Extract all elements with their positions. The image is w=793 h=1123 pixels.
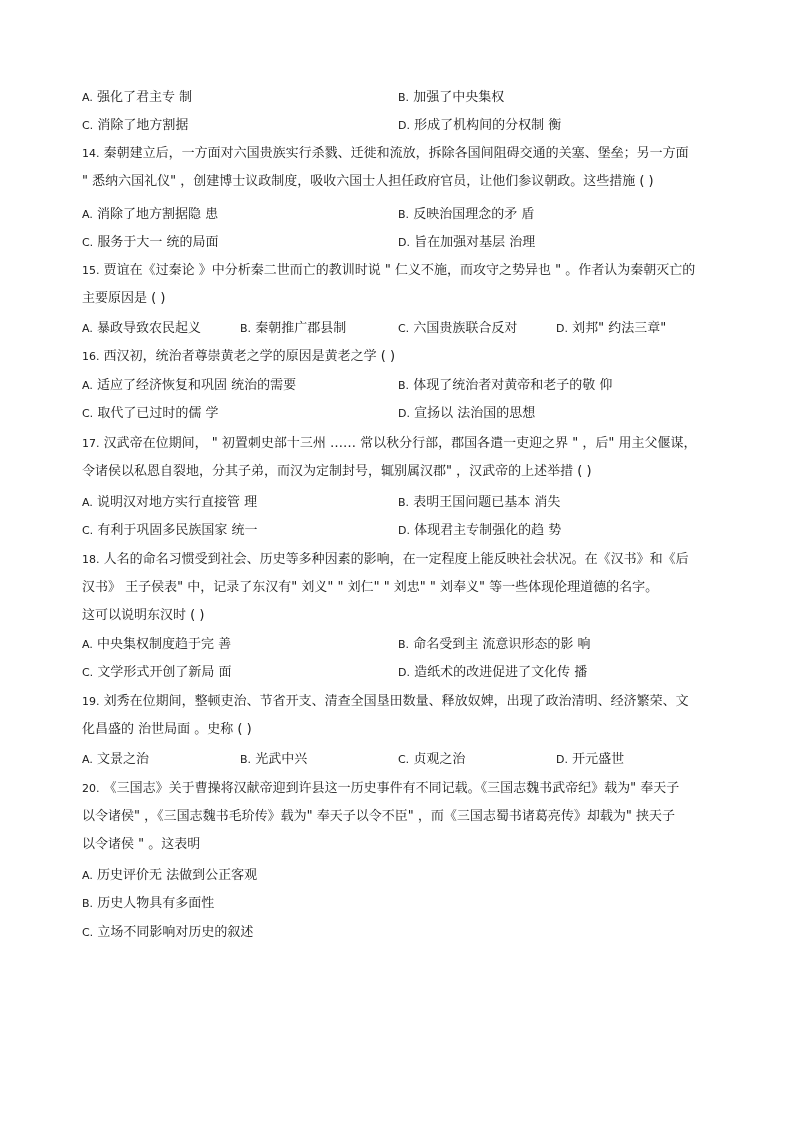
option-text: 历史评价无 法做到公正客观 (96, 868, 258, 883)
q13-option-c (82, 118, 188, 134)
option-text: 加强了中央集权 (413, 90, 505, 105)
q20-stem-line2: 以令诸侯" ，《三国志魏书毛玠传》载为" 奉天子以令不臣" ，而《三国志蜀书诸葛亮传》却载为" 挟天子 (82, 809, 675, 824)
option-label: B. (398, 638, 410, 651)
option-text: 适应了经济恢复和巩固 统治的需要 (96, 378, 297, 393)
q20-option-a (82, 868, 257, 884)
question-number: 18. (82, 553, 100, 566)
q16-option-a (82, 378, 296, 394)
q18-option-d (398, 665, 587, 681)
q17-stem-line2: 令诸侯以私恩自裂地，分其子弟，而汉为定制封号，辄别属汉郡" ，汉武帝的上述举措 ( ) (82, 464, 592, 479)
option-label: D. (398, 666, 410, 679)
q18-stem-line1 (82, 552, 689, 568)
option-label: B. (398, 496, 410, 509)
option-label: C. (82, 407, 94, 420)
q15-stem-line1 (82, 263, 695, 279)
q18-stem-line2: 汉书》 王子侯表" 中，记录了东汉有" 刘义" " 刘仁" " 刘忠" " 刘奉义" 等一些体现伦理道德的名字。 (82, 580, 659, 595)
q18-option-b (398, 637, 590, 653)
option-text: 暴政导致农民起义 (96, 321, 201, 336)
option-label: B. (240, 322, 252, 335)
option-text: 秦朝推广郡县制 (255, 321, 347, 336)
question-number: 15. (82, 264, 100, 277)
q14-option-d (398, 235, 535, 251)
q16-option-b (398, 378, 612, 394)
option-text: 贞观之治 (413, 752, 466, 767)
option-text: 形成了机构间的分权制 衡 (414, 118, 562, 133)
question-number: 14. (82, 147, 100, 160)
question-stem: 汉武帝在位期间， " 初置刺史部十三州 …… 常以秋分行部，郡国各遣一吏迎之界 " ，后" 用主父偃谋， (103, 436, 697, 451)
option-label: A. (82, 208, 93, 221)
option-text: 消除了地方割据 (97, 118, 189, 133)
option-text: 有利于巩固多民族国家 统一 (97, 523, 258, 538)
question-stem: 西汉初，统治者尊崇黄老之学的原因是黄老之学 ( ) (103, 349, 396, 364)
option-label: D. (398, 119, 410, 132)
q19-stem-line1 (82, 694, 689, 710)
option-label: C. (398, 753, 410, 766)
option-text: 文学形式开创了新局 面 (97, 665, 232, 680)
q15-option-d (556, 321, 666, 337)
question-number: 17. (82, 437, 100, 450)
option-text: 命名受到主 流意识形态的影 响 (413, 637, 591, 652)
option-text: 历史人物具有多面性 (97, 896, 215, 911)
q18-stem-line3: 这可以说明东汉时 ( ) (82, 608, 205, 623)
option-text: 说明汉对地方实行直接管 理 (96, 495, 258, 510)
q14-stem-line2: " 悉纳六国礼仪" ，创建博士议政制度，吸收六国士人担任政府官员，让他们参议朝政。这些措施 ( ) (82, 174, 654, 189)
question-stem: 贾谊在《过秦论 》中分析秦二世而亡的教训时说 " 仁义不施，而攻守之势异也 " 。作者认为秦朝灭亡的 (103, 263, 696, 278)
q17-option-a (82, 495, 257, 511)
q15-option-b (240, 321, 346, 337)
question-stem: 人名的命名习惯受到社会、历史等多种因素的影响，在一定程度上能反映社会状况。在《汉书》和《后 (103, 552, 689, 567)
q13-option-d (398, 118, 561, 134)
option-label: A. (82, 869, 93, 882)
q15-option-c (398, 321, 517, 337)
q13-option-b (398, 90, 504, 106)
option-text: 开元盛世 (572, 752, 625, 767)
option-label: C. (82, 926, 94, 939)
option-label: A. (82, 91, 93, 104)
option-label: C. (82, 666, 94, 679)
option-label: D. (398, 524, 410, 537)
q13-option-a (82, 90, 192, 106)
question-number: 20. (82, 782, 100, 795)
option-label: A. (82, 379, 93, 392)
option-text: 体现了统治者对黄帝和老子的敬 仰 (413, 378, 613, 393)
q14-option-b (398, 207, 534, 223)
question-number: 16. (82, 350, 100, 363)
option-label: A. (82, 496, 93, 509)
q16-option-d (398, 406, 535, 422)
q19-option-c (398, 752, 465, 768)
q19-option-b (240, 752, 307, 768)
q19-option-d (556, 752, 624, 768)
question-number: 19. (82, 695, 100, 708)
option-text: 表明王国问题已基本 消失 (413, 495, 561, 510)
q20-stem-line1 (82, 781, 679, 797)
option-text: 刘邦" 约法三章" (572, 321, 667, 336)
option-text: 中央集权制度趋于完 善 (96, 637, 232, 652)
q14-option-c (82, 235, 218, 251)
option-label: D. (556, 322, 568, 335)
option-label: A. (82, 753, 93, 766)
option-label: D. (398, 407, 410, 420)
question-stem: 秦朝建立后，一方面对六国贵族实行杀戮、迁徙和流放，拆除各国间阻碍交通的关塞、堡垒；另一方面 (103, 146, 689, 161)
q16-option-c (82, 406, 218, 422)
q16-stem-line1 (82, 349, 395, 365)
option-text: 光武中兴 (255, 752, 308, 767)
option-label: D. (556, 753, 568, 766)
q14-option-a (82, 207, 218, 223)
option-text: 六国贵族联合反对 (413, 321, 518, 336)
q15-option-a (82, 321, 201, 337)
q20-stem-line3: 以令诸侯 " 。这表明 (82, 837, 201, 852)
option-text: 体现君主专制强化的趋 势 (414, 523, 562, 538)
option-label: B. (240, 753, 252, 766)
option-label: A. (82, 638, 93, 651)
option-text: 反映治国理念的矛 盾 (413, 207, 535, 222)
option-text: 宣扬以 法治国的思想 (414, 406, 536, 421)
option-text: 文景之治 (96, 752, 149, 767)
question-stem: 刘秀在位期间，整顿吏治、节省开支、清查全国垦田数量、释放奴婢，出现了政治清明、经济繁荣、文 (103, 694, 689, 709)
option-label: B. (82, 897, 94, 910)
option-label: C. (398, 322, 410, 335)
q19-stem-line2: 化昌盛的 治世局面 。史称 ( ) (82, 722, 252, 737)
option-text: 立场不同影响对历史的叙述 (97, 925, 254, 940)
q18-option-a (82, 637, 231, 653)
option-text: 旨在加强对基层 治理 (414, 235, 536, 250)
option-label: B. (398, 91, 410, 104)
q14-stem-line1 (82, 146, 689, 162)
q17-stem-line1 (82, 436, 697, 452)
q17-option-d (398, 523, 561, 539)
q20-option-b (82, 896, 214, 912)
option-text: 强化了君主专 制 (96, 90, 193, 105)
option-label: C. (82, 236, 94, 249)
q15-stem-line2: 主要原因是 ( ) (82, 291, 166, 306)
q17-option-c (82, 523, 257, 539)
q19-option-a (82, 752, 149, 768)
q17-option-b (398, 495, 560, 511)
option-text: 服务于大一 统的局面 (97, 235, 219, 250)
q18-option-c (82, 665, 231, 681)
option-label: B. (398, 208, 410, 221)
option-label: B. (398, 379, 410, 392)
option-text: 消除了地方割据隐 患 (96, 207, 219, 222)
question-stem: 《三国志》关于曹操将汉献帝迎到许县这一历史事件有不同记载。《三国志魏书武帝纪》载为" 奉天子 (103, 781, 680, 796)
option-text: 造纸术的改进促进了文化传 播 (414, 665, 588, 680)
option-label: D. (398, 236, 410, 249)
option-label: C. (82, 524, 94, 537)
option-label: C. (82, 119, 94, 132)
option-label: A. (82, 322, 93, 335)
option-text: 取代了已过时的儒 学 (97, 406, 219, 421)
q20-option-c (82, 925, 253, 941)
